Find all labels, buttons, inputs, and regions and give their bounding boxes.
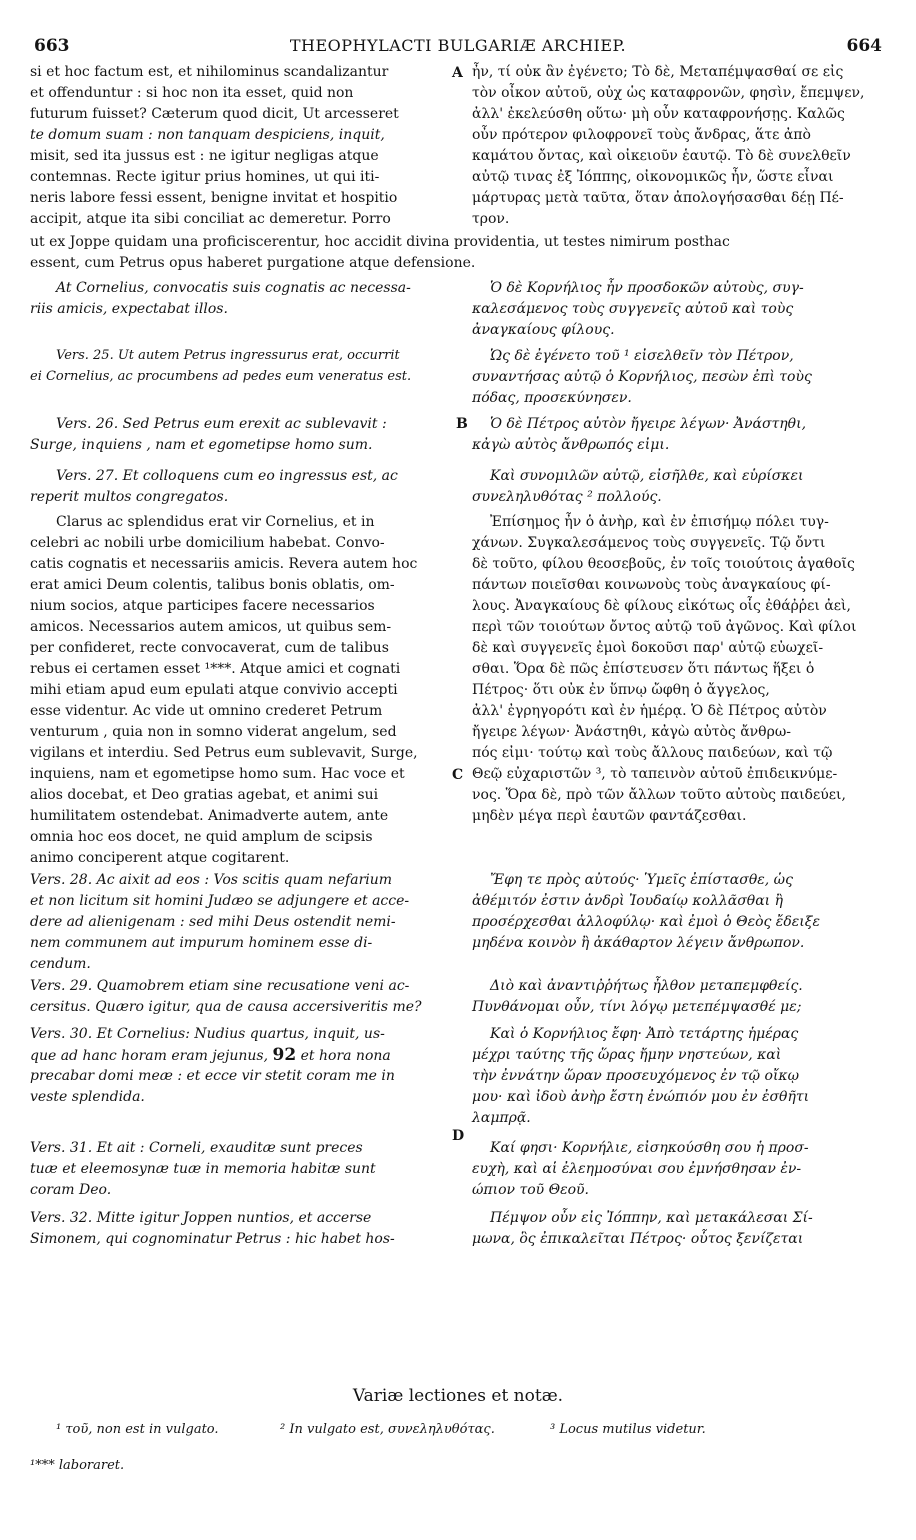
- latin-verse-27: reperit multos congregatos.: [30, 489, 229, 505]
- greek-verse-31: ώπιον τοῦ Θεοῦ.: [472, 1182, 590, 1198]
- footnote-1: ¹ τοῦ, non est in vulgato.: [56, 1422, 219, 1437]
- greek-verse-28: προσέρχεσθαι ἀλλοφύλῳ· καὶ ἐμοὶ ὁ Θεὸς ἔδειξε: [472, 914, 820, 930]
- page-header: [34, 36, 882, 58]
- greek-verse-30: Καὶ ὁ Κορνήλιος ἔφη· Ἀπὸ τετάρτης ἡμέρας: [490, 1026, 799, 1042]
- footnote-3: ³ Locus mutilus videtur.: [550, 1422, 706, 1437]
- greek-verse-29: Πυνθάνομαι οὖν, τίνι λόγῳ μετεπέμψασθέ με;: [472, 999, 802, 1015]
- footnote-2: ² In vulgato est, συνεληλυθότας.: [280, 1422, 495, 1437]
- latin-line: te domum suam : non tanquam despiciens, inquit,: [30, 127, 385, 143]
- greek-commentary-line: δὲ καὶ συγγενεῖς ἐμοὶ δοκοῦσι παρ' αὐτῷ εὐωχεῖ-: [472, 640, 824, 656]
- latin-commentary-line: rebus ei certamen esset ¹***. Atque amici et cognati: [30, 661, 401, 677]
- latin-line: contemnas. Recte igitur prius homines, ut qui iti-: [30, 169, 380, 185]
- greek-verse-25: πόδας, προσεκύνησεν.: [472, 390, 632, 406]
- latin-verse-30-text: et hora nona: [300, 1048, 391, 1064]
- page-number-left: 663: [34, 36, 70, 56]
- greek-verse-27: συνεληλυθότας ² πολλούς.: [472, 489, 662, 505]
- latin-commentary-line: mihi etiam apud eum epulati atque convivio accepti: [30, 682, 398, 698]
- margin-letter-a: A: [452, 65, 463, 81]
- margin-letter-c: C: [452, 767, 464, 783]
- latin-verse-32: Simonem, qui cognominatur Petrus : hic habet hos-: [30, 1231, 395, 1247]
- latin-line: accipit, atque ita sibi conciliat ac demeretur. Porro: [30, 211, 391, 227]
- latin-verse-26: Vers. 26. Sed Petrus eum erexit ac sublevavit :: [56, 416, 387, 432]
- latin-verse-28: nem communem aut impurum hominem esse di-: [30, 935, 373, 951]
- margin-letter-d: D: [452, 1128, 465, 1144]
- latin-line: et offenduntur : si hoc non ita esset, quid non: [30, 85, 354, 101]
- latin-verse-24: riis amicis, expectabat illos.: [30, 301, 228, 317]
- latin-commentary-line: alios docebat, et Deo gratias agebat, et animi sui: [30, 787, 379, 803]
- latin-verse-31: coram Deo.: [30, 1182, 112, 1198]
- greek-commentary-line: πός εἰμι· τούτῳ καὶ τοὺς ἄλλους παιδεύων, καὶ τῷ: [472, 745, 833, 761]
- latin-verse-28: dere ad alienigenam : sed mihi Deus ostendit nemi-: [30, 914, 396, 930]
- greek-verse-24: Ὁ δὲ Κορνήλιος ἦν προσδοκῶν αὐτοὺς, συγ-: [490, 280, 804, 296]
- latin-verse-31: tuæ et eleemosynæ tuæ in memoria habitæ sunt: [30, 1161, 376, 1177]
- greek-commentary-line: δὲ τοῦτο, φίλου θεοσεβοῦς, ἐν τοῖς τοιούτοις ἀγαθοῖς: [472, 556, 855, 572]
- latin-commentary-line: inquiens, nam et egometipse homo sum. Hac voce et: [30, 766, 405, 782]
- latin-verse-27: Vers. 27. Et colloquens cum eo ingressus est, ac: [56, 468, 398, 484]
- latin-verse-24: At Cornelius, convocatis suis cognatis ac necessa-: [56, 280, 411, 296]
- latin-line: futurum fuisset? Cæterum quod dicit, Ut arcesseret: [30, 106, 399, 122]
- greek-commentary-line: Πέτρος· ὅτι οὐκ ἐν ὕπνῳ ὤφθη ὁ ἄγγελος,: [472, 682, 770, 698]
- latin-verse-25: ei Cornelius, ac procumbens ad pedes eum veneratus est.: [30, 369, 412, 384]
- greek-verse-24: ἀναγκαίους φίλους.: [472, 322, 615, 338]
- greek-verse-24: καλεσάμενος τοὺς συγγενεῖς αὐτοῦ καὶ τοὺς: [472, 301, 794, 317]
- greek-line: τρον.: [472, 211, 510, 227]
- greek-verse-31: ευχὴ, καὶ αἱ ἐλεημοσύναι σου ἐμνήσθησαν ἐν-: [472, 1161, 802, 1177]
- greek-verse-26: Ὁ δὲ Πέτρος αὐτὸν ἤγειρε λέγων· Ἀνάστηθι,: [490, 416, 807, 432]
- latin-verse-30: Vers. 30. Et Cornelius: Nudius quartus, inquit, us-: [30, 1026, 385, 1042]
- latin-commentary-line: Clarus ac splendidus erat vir Cornelius, et in: [56, 514, 375, 530]
- latin-verse-30: veste splendida.: [30, 1089, 145, 1105]
- latin-verse-32: Vers. 32. Mitte igitur Joppen nuntios, et accerse: [30, 1210, 372, 1226]
- latin-commentary-line: amicos. Necessarios autem amicos, ut quibus sem-: [30, 619, 392, 635]
- greek-commentary-line: ἀλλ' ἐγρηγορότι καὶ ἐν ἡμέρᾳ. Ὁ δὲ Πέτρος αὐτὸν: [472, 703, 827, 719]
- latin-commentary-line: per confideret, recte convocaverat, cum de talibus: [30, 640, 389, 656]
- greek-commentary-line: περὶ τῶν τοιούτων ὄντος αὐτῷ τοῦ ἀγῶνος. Καὶ φίλοι: [472, 619, 857, 635]
- latin-commentary-line: humilitatem ostendebat. Animadverte autem, ante: [30, 808, 389, 824]
- greek-verse-32: μωνα, ὃς ἐπικαλεῖται Πέτρος· οὗτος ξενίζεται: [472, 1231, 804, 1247]
- latin-commentary-line: animo conciperent atque cogitarent.: [30, 850, 290, 866]
- latin-verse-30: [30, 1045, 391, 1066]
- greek-commentary-line: λους. Ἀναγκαίους δὲ φίλους εἰκότως οἷς ἐθάῤῥει ἀεὶ,: [472, 598, 851, 614]
- margin-letter-b: B: [456, 416, 468, 432]
- latin-verse-30-text: que ad hanc horam eram jejunus,: [30, 1048, 269, 1064]
- greek-line: οὖν πρότερον φιλοφρονεῖ τοὺς ἄνδρας, ἅτε ἀπὸ: [472, 127, 811, 143]
- greek-verse-25: συναντήσας αὐτῷ ὁ Κορνήλιος, πεσὼν ἐπὶ τοὺς: [472, 369, 812, 385]
- latin-verse-28: cendum.: [30, 956, 91, 972]
- latin-verse-25: Vers. 25. Ut autem Petrus ingressurus erat, occurrit: [56, 348, 400, 363]
- greek-verse-25: Ὡς δὲ ἐγένετο τοῦ ¹ εἰσελθεῖν τὸν Πέτρον,: [490, 348, 794, 364]
- column-number: 92: [272, 1045, 297, 1065]
- greek-verse-30: τὴν ἐννάτην ὥραν προσευχόμενος ἐν τῷ οἴκῳ: [472, 1068, 800, 1084]
- greek-line: ἀλλ' ἐκελεύσθη οὕτω· μὴ οὖν καταφρονήσῃς. Καλῶς: [472, 106, 845, 122]
- latin-commentary-line: vigilans et interdiu. Sed Petrus eum sublevavit, Surge,: [30, 745, 418, 761]
- greek-verse-30: μέχρι ταύτης τῆς ὥρας ἤμην νηστεύων, καὶ: [472, 1047, 782, 1063]
- greek-line: ἦν, τί οὐκ ἂν ἐγένετο; Τὸ δὲ, Μεταπέμψασθαί σε εἰς: [472, 64, 844, 80]
- footnote-4: ¹*** laboraret.: [30, 1458, 125, 1473]
- greek-commentary-line: πάντων ποιεῖσθαι κοινωνοὺς τοὺς ἀναγκαίους φί-: [472, 577, 831, 593]
- latin-commentary-line: esse videntur. Ac vide ut omnino crederet Petrum: [30, 703, 383, 719]
- greek-line: αὐτῷ τινας ἐξ Ἰόππης, οἰκονομικῶς ἦν, ὥστε εἶναι: [472, 169, 834, 185]
- greek-verse-30: λαμπρᾷ.: [472, 1110, 531, 1126]
- greek-verse-27: Καὶ συνομιλῶν αὐτῷ, εἰσῆλθε, καὶ εὑρίσκει: [490, 468, 804, 484]
- running-title: THEOPHYLACTI BULGARIÆ ARCHIEP.: [289, 36, 627, 55]
- greek-verse-30: μου· καὶ ἰδοὺ ἀνὴρ ἔστη ἐνώπιόν μου ἐν ἐσθῆτι: [472, 1089, 810, 1105]
- latin-verse-29: cersitus. Quæro igitur, qua de causa accersiveritis me?: [30, 999, 422, 1015]
- greek-verse-31: Καί φησι· Κορνήλιε, εἰσηκούσθη σου ἡ προσ-: [490, 1140, 809, 1156]
- page-number-right: 664: [846, 36, 882, 56]
- greek-commentary-line: σθαι. Ὅρα δὲ πῶς ἐπίστευσεν ὅτι πάντως ἥξει ὁ: [472, 661, 815, 677]
- full-width-line: essent, cum Petrus opus haberet purgatione atque defensione.: [30, 255, 476, 271]
- latin-commentary-line: omnia hoc eos docet, ne quid amplum de scipsis: [30, 829, 373, 845]
- latin-verse-31: Vers. 31. Et ait : Corneli, exauditæ sunt preces: [30, 1140, 363, 1156]
- greek-verse-28: ἀθέμιτόν ἐστιν ἀνδρὶ Ἰουδαίῳ κολλᾶσθαι ἢ: [472, 893, 783, 909]
- latin-commentary-line: nium socios, atque participes facere necessarios: [30, 598, 375, 614]
- greek-line: τὸν οἶκον αὐτοῦ, οὐχ ὡς καταφρονῶν, φησὶν, ἔπεμψεν,: [472, 85, 865, 101]
- latin-commentary-line: catis cognatis et necessariis amicis. Revera autem hoc: [30, 556, 418, 572]
- greek-commentary-line: χάνων. Συγκαλεσάμενος τοὺς συγγενεῖς. Τῷ ὄντι: [472, 535, 826, 551]
- latin-line: misit, sed ita jussus est : ne igitur negligas atque: [30, 148, 379, 164]
- greek-commentary-line: Ἐπίσημος ἦν ὁ ἀνὴρ, καὶ ἐν ἐπισήμῳ πόλει τυγ-: [490, 514, 829, 530]
- latin-line: neris labore fessi essent, benigne invitat et hospitio: [30, 190, 398, 206]
- latin-commentary-line: celebri ac nobili urbe domicilium habebat. Convo-: [30, 535, 385, 551]
- greek-commentary-line: νος. Ὅρα δὲ, πρὸ τῶν ἄλλων τοῦτο αὐτοὺς παιδεύει,: [472, 787, 846, 803]
- latin-verse-28: et non licitum sit homini Judæo se adjungere et acce-: [30, 893, 410, 909]
- greek-commentary-line: μηδὲν μέγα περὶ ἑαυτῶν φαντάζεσθαι.: [472, 808, 747, 824]
- greek-verse-29: Διὸ καὶ ἀναντιῤῥήτως ἦλθον μεταπεμφθείς.: [490, 978, 803, 994]
- notes-title: Variæ lectiones et notæ.: [352, 1386, 564, 1406]
- latin-verse-29: Vers. 29. Quamobrem etiam sine recusatione veni ac-: [30, 978, 410, 994]
- greek-verse-26: κἀγὼ αὐτὸς ἄνθρωπός εἰμι.: [472, 437, 670, 453]
- greek-verse-32: Πέμψον οὖν εἰς Ἰόππην, καὶ μετακάλεσαι Σί-: [490, 1210, 813, 1226]
- latin-line: si et hoc factum est, et nihilominus scandalizantur: [30, 64, 389, 80]
- full-width-line: ut ex Joppe quidam una proficiscerentur, hoc accidit divina providentia, ut testes nimirum posthac: [30, 234, 730, 250]
- latin-commentary-line: venturum , quia non in somno viderat angelum, sed: [30, 724, 397, 740]
- greek-verse-28: μηδένα κοινὸν ἢ ἀκάθαρτον λέγειν ἄνθρωπον.: [472, 935, 805, 951]
- greek-line: καμάτου ὄντας, καὶ οἰκειοῦν ἑαυτῷ. Τὸ δὲ συνελθεῖν: [472, 148, 851, 164]
- greek-commentary-line: Θεῷ εὐχαριστῶν ³, τὸ ταπεινὸν αὐτοῦ ἐπιδεικνύμε-: [472, 766, 838, 782]
- latin-verse-28: Vers. 28. Ac aixit ad eos : Vos scitis quam nefarium: [30, 872, 393, 888]
- latin-verse-26: Surge, inquiens , nam et egometipse homo sum.: [30, 437, 373, 453]
- latin-commentary-line: erat amici Deum colentis, talibus bonis oblatis, om-: [30, 577, 395, 593]
- greek-line: μάρτυρας μετὰ ταῦτα, ὅταν ἀπολογήσασθαι δέῃ Πέ-: [472, 190, 844, 206]
- latin-verse-30: precabar domi meæ : et ecce vir stetit coram me in: [30, 1068, 395, 1084]
- greek-commentary-line: ἤγειρε λέγων· Ἀνάστηθι, κἀγὼ αὐτὸς ἄνθρω-: [472, 724, 791, 740]
- greek-verse-28: Ἔφη τε πρὸς αὐτούς· Ὑμεῖς ἐπίστασθε, ὡς: [490, 872, 793, 888]
